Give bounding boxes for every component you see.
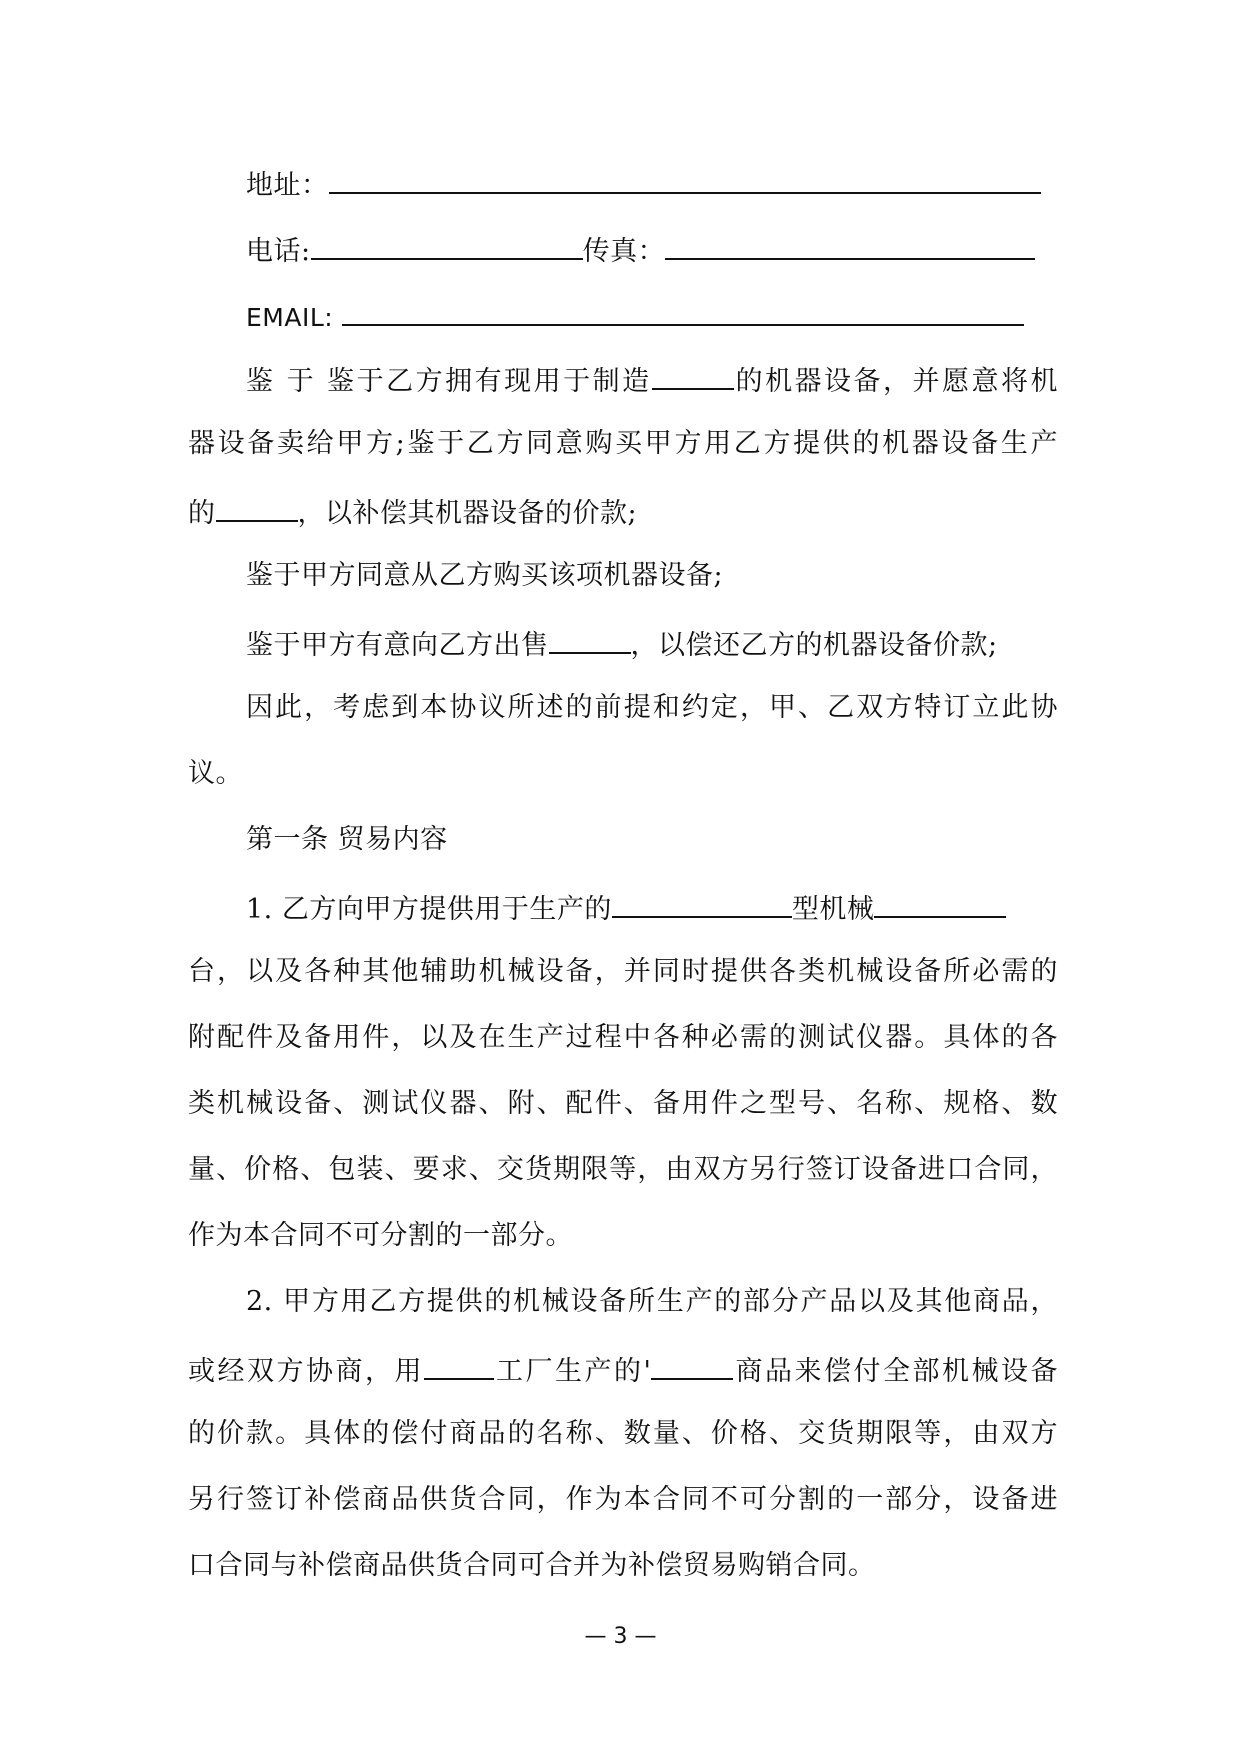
item-2-text-b: 工厂生产的' [494, 1356, 652, 1387]
article-1-heading-text: 第一条 贸易内容 [246, 824, 448, 855]
phone-blank [311, 228, 583, 260]
email-label: EMAIL: [246, 303, 334, 332]
item-2-line-4 [188, 1480, 1058, 1520]
recital-1-line-1 [246, 358, 1058, 398]
recital-1-line-3 [188, 490, 1058, 530]
address-line [246, 162, 1058, 202]
item-1-text-line-3: 附配件及备用件，以及在生产过程中各种必需的测试仪器。具体的各 [188, 1022, 1058, 1053]
phone-label: 电话: [246, 236, 311, 267]
page-number: — 3 — [584, 1624, 657, 1649]
item-2-line-1 [246, 1282, 1058, 1322]
recital-4-line-2 [188, 754, 1058, 794]
recital-4-line-1 [246, 688, 1058, 728]
item-2-text-line-1: 2. 甲方用乙方提供的机械设备所生产的部分产品以及其他商品， [246, 1286, 1058, 1317]
item-1-blank-quantity [874, 886, 1006, 918]
item-1-line-3 [188, 1018, 1058, 1058]
fax-blank [665, 228, 1035, 260]
item-2-text-line-3: 的价款。具体的偿付商品的名称、数量、价格、交货期限等，由双方 [188, 1418, 1058, 1449]
item-2-text-line-5: 口合同与补偿商品供货合同可合并为补偿贸易购销合同。 [188, 1550, 876, 1581]
recital-3-blank [549, 622, 631, 654]
item-2-blank-factory [424, 1348, 494, 1380]
recital-1-blank-1 [652, 358, 734, 390]
recital-4-text-line-1: 因此，考虑到本协议所述的前提和约定，甲、乙双方特订立此协 [246, 692, 1058, 723]
item-2-blank-goods [651, 1348, 733, 1380]
recital-1-blank-2 [216, 490, 298, 522]
item-2-line-3 [188, 1414, 1058, 1454]
item-1-text-line-5: 量、价格、包装、要求、交货期限等，由双方另行签订设备进口合同， [188, 1154, 1058, 1185]
recital-1-text-a: 鉴 于 鉴于乙方拥有现用于制造 [246, 366, 652, 397]
item-1-text-b: 型机械 [791, 894, 875, 925]
item-1-line-1 [246, 886, 1058, 926]
address-blank [329, 162, 1041, 194]
item-1-line-4 [188, 1084, 1058, 1124]
recital-3 [246, 622, 1058, 662]
email-line [246, 294, 1058, 334]
recital-1-text-line-2: 器设备卖给甲方;鉴于乙方同意购买甲方用乙方提供的机器设备生产 [188, 428, 1058, 459]
item-1-text-line-6: 作为本合同不可分割的一部分。 [188, 1220, 573, 1251]
item-1-blank-model [612, 886, 792, 918]
item-1-line-5 [188, 1150, 1058, 1190]
fax-label: 传真： [582, 236, 666, 267]
item-1-line-2 [188, 952, 1058, 992]
recital-1-text-b: 的机器设备，并愿意将机 [733, 366, 1059, 397]
phone-fax-line [246, 228, 1058, 268]
recital-1-text-c: 的 [188, 498, 216, 529]
item-2-text-line-4: 另行签订补偿商品供货合同，作为本合同不可分割的一部分，设备进 [188, 1484, 1058, 1515]
recital-2-text: 鉴于甲方同意从乙方购买该项机器设备; [246, 560, 724, 591]
email-blank [342, 294, 1024, 326]
item-1-text-a: 1. 乙方向甲方提供用于生产的 [246, 894, 612, 925]
article-1-heading [246, 820, 1058, 860]
item-2-text-c: 商品来偿付全部机械设备 [733, 1356, 1058, 1387]
recital-3-text-b: ，以偿还乙方的机器设备价款; [630, 630, 998, 661]
recital-1-text-d: ，以补偿其机器设备的价款; [297, 498, 638, 529]
address-label: 地址： [246, 170, 329, 201]
item-1-text-line-4: 类机械设备、测试仪器、附、配件、备用件之型号、名称、规格、数 [188, 1088, 1058, 1119]
item-2-line-2 [188, 1348, 1058, 1388]
item-1-text-line-2: 台，以及各种其他辅助机械设备，并同时提供各类机械设备所必需的 [188, 956, 1058, 987]
item-1-line-6 [188, 1216, 1058, 1256]
item-2-text-a: 或经双方协商，用 [188, 1356, 425, 1387]
item-2-line-5 [188, 1546, 1058, 1586]
recital-1-line-2 [188, 424, 1058, 464]
recital-4-text-line-2: 议。 [188, 758, 243, 789]
recital-3-text-a: 鉴于甲方有意向乙方出售 [246, 630, 549, 661]
recital-2 [246, 556, 1058, 596]
